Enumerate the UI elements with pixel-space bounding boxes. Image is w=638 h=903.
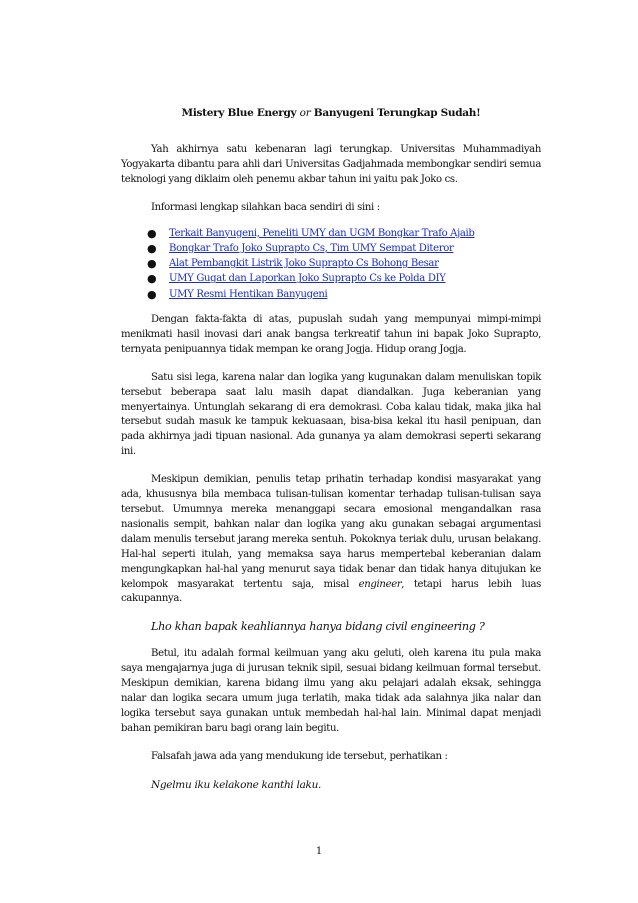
paragraph-intro: Yah akhirnya satu kebenaran lagi terungkap. Universitas Muhammadiyah Yogyakarta dibantu para ahli dari Universitas Gadjahmada membongkar sendiri semua teknologi yang diklaim oleh penemu akbar tahun ini yaitu pak Joko cs. — [121, 143, 541, 185]
link-list — [121, 226, 541, 302]
bullet-icon: ● — [147, 287, 157, 301]
bullet-icon: ● — [147, 257, 157, 271]
title-part-1: Mistery Blue Energy — [181, 107, 300, 119]
paragraph-prihatin-emphasis: engineer — [358, 578, 402, 590]
paragraph-lega: Satu sisi lega, karena nalar dan logika yang kugunakan dalam menuliskan topik tersebut beberapa saat lalu masih dapat diandalkan. Juga keberanian yang menyertainya. Untunglah sekarang di era demokrasi. Coba kalau tidak, maka jika hal tersebut sudah masuk ke tampuk kekuasaan, bisa-bisa kekal itu hasil penipuan, dan pada akhirnya jadi tipuan nasional. Ada gunanya ya alam demokrasi seperti sekarang ini. — [121, 371, 541, 458]
paragraph-falsafah: Falsafah jawa ada yang mendukung ide tersebut, perhatikan : — [151, 750, 448, 762]
document-body — [121, 106, 541, 792]
bullet-icon: ● — [147, 226, 157, 240]
link-bongkar-trafo[interactable]: Bongkar Trafo Joko Suprapto Cs, Tim UMY Sempat Diteror — [169, 242, 454, 254]
link-terkait-banyugeni[interactable]: Terkait Banyugeni, Peneliti UMY dan UGM Bongkar Trafo Ajaib — [169, 227, 475, 239]
bullet-icon: ● — [147, 272, 157, 286]
paragraph-info: Informasi lengkap silahkan baca sendiri di sini : — [151, 201, 380, 213]
paragraph-prihatin — [121, 473, 541, 607]
link-alat-pembangkit[interactable]: Alat Pembangkit Listrik Joko Suprapto Cs Bohong Besar — [169, 258, 439, 270]
bullet-icon: ● — [147, 241, 157, 255]
title-part-or: or — [299, 107, 311, 119]
document-title — [121, 106, 541, 121]
list-item — [147, 241, 541, 256]
list-item — [147, 287, 541, 302]
list-item — [147, 226, 541, 241]
quote-question: Lho khan bapak keahliannya hanya bidang civil engineering ? — [151, 620, 485, 634]
page-number: 1 — [315, 846, 323, 857]
quote-ngelmu: Ngelmu iku kelakone kanthi laku. — [151, 778, 322, 791]
title-part-3: Banyugeni Terungkap Sudah! — [310, 107, 481, 119]
link-umy-resmi[interactable]: UMY Resmi Hentikan Banyugeni — [169, 288, 328, 300]
list-item — [147, 256, 541, 271]
paragraph-prihatin-text-a: Meskipun demikian, penulis tetap prihatin terhadap kondisi masyarakat yang ada, khususnya bila membaca tulisan-tulisan komentar terhadap tulisan-tulisan saya tersebut. Umumnya mereka menanggapi secara emosional mengandalkan rasa nasionalis sempit, bahkan nalar dan logika yang aku gunakan sebagai argumentasi dalam menulis tersebut jarang mereka sentuh. Pokoknya teriak dulu, urusan belakang. Hal-hal seperti itulah, yang memaksa saya harus mempertebal keberanian dalam mengungkapkan hal-hal yang menurut saya tidak benar dan tidak hanya ditujukan ke kelompok masyarakat tertentu saja, misal — [121, 474, 541, 590]
paragraph-fakta: Dengan fakta-fakta di atas, pupuslah sudah yang mempunyai mimpi-mimpi menikmati hasil inovasi dari anak bangsa terkreatif tahun ini bapak Joko Suprapto, ternyata penipuannya tidak mempan ke orang Jogja. Hidup orang Jogja. — [121, 314, 541, 355]
list-item — [147, 271, 541, 286]
link-umy-gugat[interactable]: UMY Gugat dan Laporkan Joko Suprapto Cs ke Polda DIY — [169, 273, 446, 285]
paragraph-prihatin-text-b: , tetapi harus lebih luas cakupannya. — [121, 578, 541, 605]
paragraph-betul: Betul, itu adalah formal keilmuan yang aku geluti, oleh karena itu pula maka saya mengajarnya juga di jurusan teknik sipil, sesuai bidang keilmuan formal tersebut. Meskipun demikian, karena bidang ilmu yang aku pelajari adalah eksak, sehingga nalar dan logika secara umum juga terlatih, maka tidak ada salahnya jika nalar dan logika tersebut saya gunakan untuk membedah hal-hal lain. Minimal dapat menjadi bahan pemikiran baru bagi orang lain begitu. — [121, 648, 541, 734]
